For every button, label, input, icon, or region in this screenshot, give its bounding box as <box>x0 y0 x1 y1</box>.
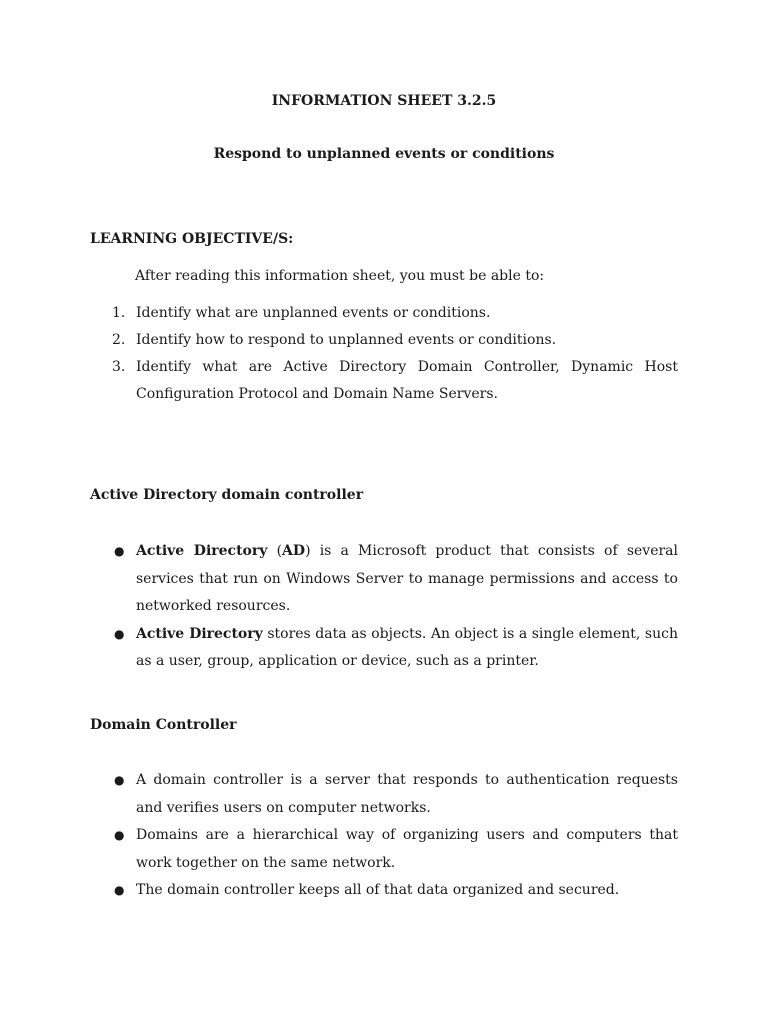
item-text: ) is a Microsoft product that consists of several services that run on Windows Server to manage permissions and access to networked resources. <box>136 543 678 614</box>
item-text: The domain controller keeps all of that data organized and secured. <box>136 882 620 898</box>
list-item <box>90 877 678 905</box>
item-text: A domain controller is a server that responds to authentication requests and verifies users on computer networks. <box>136 772 678 816</box>
list-item <box>90 822 678 877</box>
bullet-icon: ● <box>114 883 125 897</box>
bullet-icon: ● <box>114 828 125 842</box>
bullet-icon: ● <box>114 773 125 787</box>
item-text: Identify how to respond to unplanned events or conditions. <box>136 332 557 348</box>
objectives-heading: LEARNING OBJECTIVE/S: <box>90 231 294 247</box>
list-item <box>90 327 678 354</box>
paren-open: ( <box>267 543 283 559</box>
bullet-icon: ● <box>114 626 125 641</box>
dc-section-heading: Domain Controller <box>90 717 237 733</box>
term-bold: Active Directory <box>136 625 263 642</box>
list-item <box>90 300 678 327</box>
item-number: 3. <box>112 359 126 375</box>
list-item <box>90 621 678 676</box>
objectives-intro: After reading this information sheet, you must be able to: <box>135 268 545 284</box>
item-text: Identify what are Active Directory Domain Controller, Dynamic Host Configuration Protocol and Domain Name Servers. <box>136 359 678 402</box>
sheet-title: INFORMATION SHEET 3.2.5 <box>271 93 497 109</box>
item-text: stores data as objects. An object is a single element, such as a user, group, application or device, such as a printer. <box>136 625 678 669</box>
dc-bullet-list <box>90 767 678 905</box>
objectives-list <box>90 300 678 408</box>
item-number: 1. <box>112 305 126 321</box>
ad-bullet-list <box>90 538 678 676</box>
sheet-subtitle: Respond to unplanned events or conditions <box>213 146 555 162</box>
item-number: 2. <box>112 332 126 348</box>
term-bold: Active Directory <box>136 543 268 559</box>
list-item <box>90 767 678 822</box>
item-text: Domains are a hierarchical way of organizing users and computers that work together on the same network. <box>136 827 678 871</box>
list-item <box>90 354 678 408</box>
term-abbr: AD <box>282 543 306 559</box>
list-item <box>90 538 678 621</box>
item-text: Identify what are unplanned events or conditions. <box>136 305 491 321</box>
ad-section-heading: Active Directory domain controller <box>90 487 364 503</box>
bullet-icon: ● <box>114 544 125 558</box>
